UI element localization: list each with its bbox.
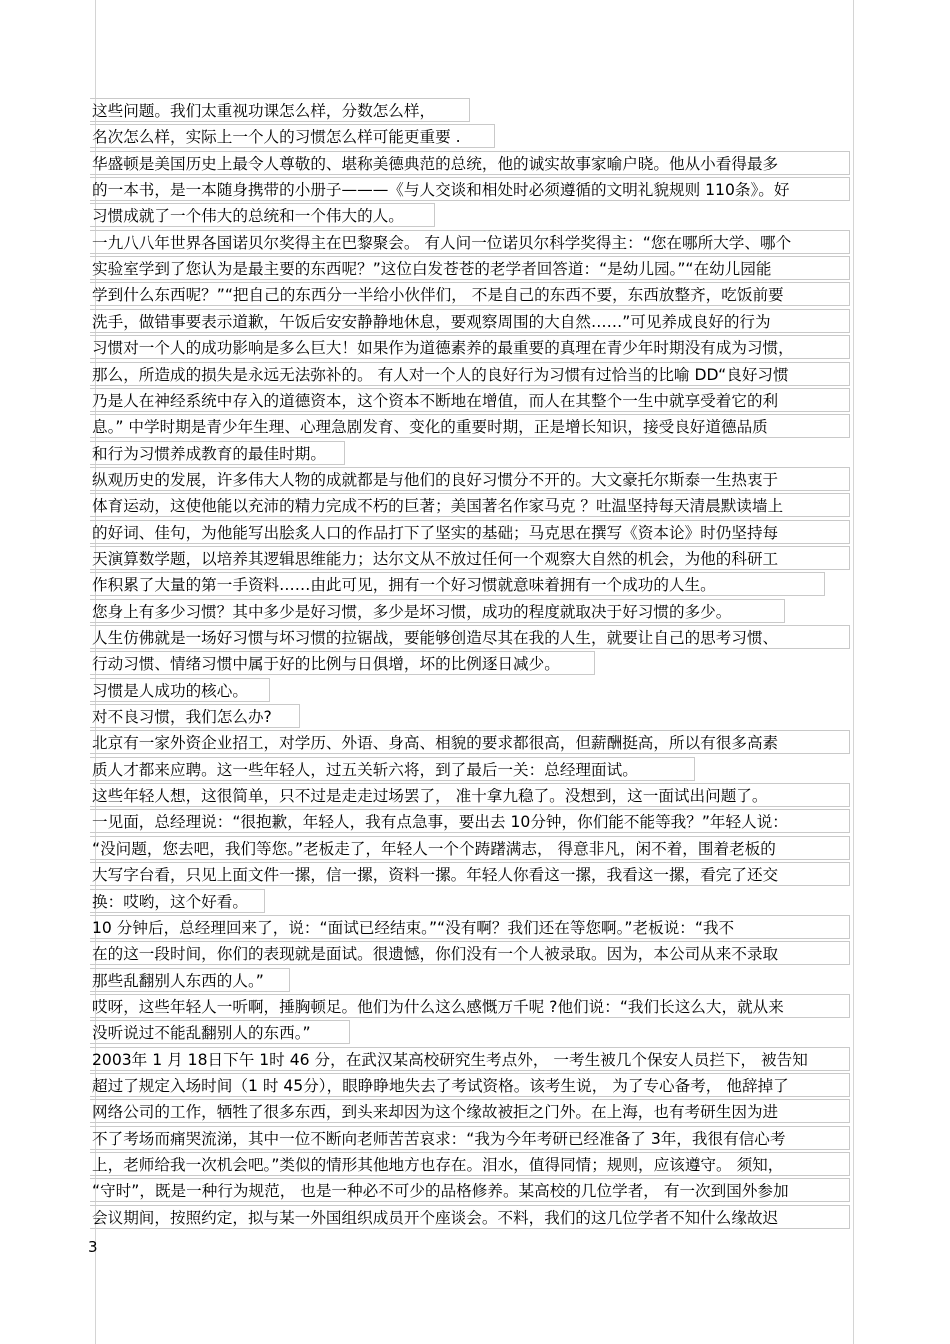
text-line: 天演算数学题，以培养其逻辑思维能力；达尔文从不放过任何一个观察大自然的机会，为他的科研工 (90, 546, 850, 570)
right-margin-rule (853, 0, 854, 1344)
text-line: 大写字台看，只见上面文件一摞，信一摞，资料一摞。年轻人你看这一摞，我看这一摞，看完了还交 (90, 862, 850, 886)
text-line: 息。” 中学时期是青少年生理、心理急剧发育、变化的重要时期，正是增长知识，接受良好道德品质 (90, 414, 850, 438)
text-line: 超过了规定入场时间（1 时 45分），眼睁睁地失去了考试资格。该考生说， 为了专心备考， 他辞掉了 (90, 1073, 850, 1097)
text-line: 那么，所造成的损失是永远无法弥补的。 有人对一个人的良好行为习惯有过恰当的比喻 DD“良好习惯 (90, 362, 850, 386)
text-line: 哎呀，这些年轻人一听啊，捶胸顿足。他们为什么这么感慨万千呢 ?他们说：“我们长这么大，就从来 (90, 994, 850, 1018)
text-line: 行动习惯、情绪习惯中属于好的比例与日俱增，坏的比例逐日减少。 (90, 651, 595, 675)
text-line: 那些乱翻别人东西的人。” (90, 968, 290, 992)
text-line: 作积累了大量的第一手资料……由此可见，拥有一个好习惯就意味着拥有一个成功的人生。 (90, 572, 825, 596)
text-line: “没问题，您去吧，我们等您。”老板走了，年轻人一个个踌躇满志， 得意非凡，闲不着，围着老板的 (90, 836, 850, 860)
text-line: 一见面，总经理说：“很抱歉，年轻人，我有点急事，要出去 10分钟，你们能不能等我？”年轻人说： (90, 809, 850, 833)
text-line: 名次怎么样，实际上一个人的习惯怎么样可能更重要 . (90, 124, 495, 148)
text-line: 这些问题。我们太重视功课怎么样，分数怎么样， (90, 98, 470, 122)
text-line: 人生仿佛就是一场好习惯与坏习惯的拉锯战，要能够创造尽其在我的人生，就要让自己的思考习惯、 (90, 625, 850, 649)
text-line: 体育运动，这使他能以充沛的精力完成不朽的巨著；美国著名作家马克 ？吐温坚持每天清晨默读墙上 (90, 493, 850, 517)
text-line: 习惯成就了一个伟大的总统和一个伟大的人。 (90, 203, 435, 227)
text-line: 您身上有多少习惯？其中多少是好习惯，多少是坏习惯，成功的程度就取决于好习惯的多少。 (90, 599, 785, 623)
page-number: 3 (88, 1238, 98, 1256)
text-line: 会议期间，按照约定，拟与某一外国组织成员开个座谈会。不料，我们的这几位学者不知什么缘故迟 (90, 1205, 850, 1229)
text-line: 网络公司的工作，牺牲了很多东西，到头来却因为这个缘故被拒之门外。在上海，也有考研生因为进 (90, 1099, 850, 1123)
text-line: 纵观历史的发展，许多伟大人物的成就都是与他们的良好习惯分不开的。大文豪托尔斯泰一生热衷于 (90, 467, 850, 491)
text-line: 质人才都来应聘。这一些年轻人，过五关斩六将，到了最后一关：总经理面试。 (90, 757, 695, 781)
text-line: 换：哎哟，这个好看。 (90, 889, 265, 913)
text-line: 一九八八年世界各国诺贝尔奖得主在巴黎聚会。 有人问一位诺贝尔科学奖得主：“您在哪所大学、哪个 (90, 230, 850, 254)
text-line: 学到什么东西呢？”“把自己的东西分一半给小伙伴们， 不是自己的东西不要，东西放整齐，吃饭前要 (90, 282, 850, 306)
text-line: 洗手，做错事要表示道歉，午饭后安安静静地休息，要观察周围的大自然……”可见养成良好的行为 (90, 309, 850, 333)
text-line: “守时”，既是一种行为规范， 也是一种必不可少的品格修养。某高校的几位学者， 有一次到国外参加 (90, 1178, 850, 1202)
text-line: 乃是人在神经系统中存入的道德资本，这个资本不断地在增值，而人在其整个一生中就享受着它的利 (90, 388, 850, 412)
text-line: 华盛顿是美国历史上最令人尊敬的、堪称美德典范的总统，他的诚实故事家喻户晓。他从小看得最多 (90, 151, 850, 175)
text-line: 没听说过不能乱翻别人的东西。” (90, 1020, 350, 1044)
text-line: 在的这一段时间，你们的表现就是面试。很遗憾，你们没有一个人被录取。因为，本公司从来不录取 (90, 941, 850, 965)
text-line: 的好词、佳句，为他能写出脍炙人口的作品打下了坚实的基础；马克思在撰写《资本论》时仍坚持每 (90, 520, 850, 544)
text-line: 这些年轻人想，这很简单，只不过是走走过场罢了， 准十拿九稳了。没想到，这一面试出问题了。 (90, 783, 850, 807)
text-line: 10 分钟后，总经理回来了，说：“面试已经结束。”“没有啊？我们还在等您啊。”老板说：“我不 (90, 915, 850, 939)
text-line: 2003年 1 月 18日下午 1时 46 分，在武汉某高校研究生考点外， 一考生被几个保安人员拦下， 被告知 (90, 1047, 850, 1071)
text-line: 的一本书，是一本随身携带的小册子———《与人交谈和相处时必须遵循的文明礼貌规则 110条》。好 (90, 177, 850, 201)
text-line: 北京有一家外资企业招工，对学历、外语、身高、相貌的要求都很高，但薪酬挺高，所以有很多高素 (90, 730, 850, 754)
text-line: 习惯是人成功的核心。 (90, 678, 270, 702)
text-line: 上，老师给我一次机会吧。”类似的情形其他地方也存在。泪水，值得同情；规则，应该遵守。 须知， (90, 1152, 850, 1176)
text-line: 和行为习惯养成教育的最佳时期。 (90, 441, 345, 465)
text-line: 实验室学到了您认为是最主要的东西呢？”这位白发苍苍的老学者回答道：“是幼儿园。”“在幼儿园能 (90, 256, 850, 280)
text-line: 不了考场而痛哭流涕，其中一位不断向老师苦苦哀求：“我为今年考研已经准备了 3年，我很有信心考 (90, 1126, 850, 1150)
text-line: 习惯对一个人的成功影响是多么巨大！如果作为道德素养的最重要的真理在青少年时期没有成为习惯， (90, 335, 850, 359)
text-line: 对不良习惯，我们怎么办? (90, 704, 300, 728)
